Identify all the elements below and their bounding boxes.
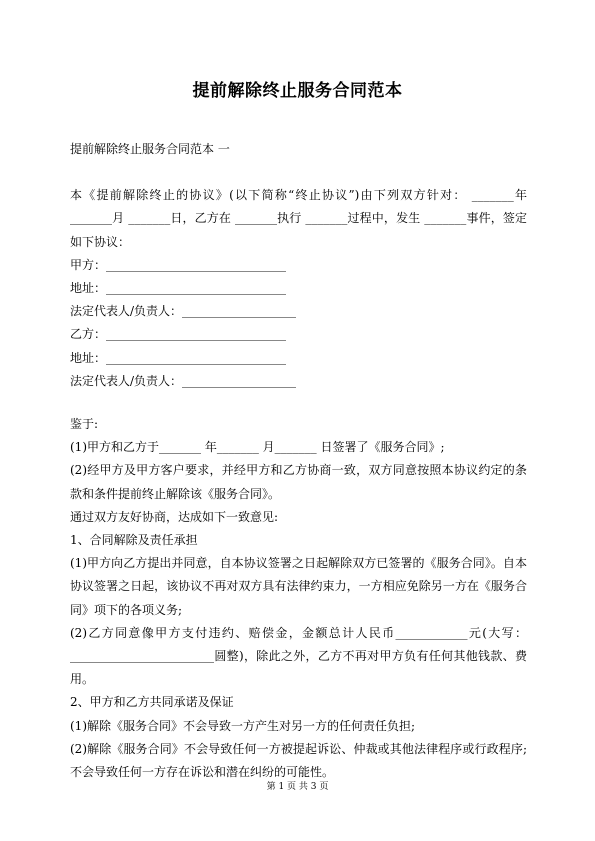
document-subtitle: 提前解除终止服务合同范本 一 (70, 142, 230, 156)
address-a-line: 地址：______________________________ (70, 281, 287, 296)
consensus-line: 通过双方友好协商，达成如下一致意见: (70, 509, 279, 524)
party-a-line: 甲方：______________________________ (70, 257, 287, 272)
party-b-line: 乙方：______________________________ (70, 327, 287, 342)
section-1-heading: 1、合同解除及责任承担 (70, 533, 198, 548)
page-footer: 第 1 页 共 3 页 (266, 782, 329, 792)
representative-b-line: 法定代表人/负责人：___________________ (70, 373, 297, 388)
whereas-heading: 鉴于: (70, 417, 99, 432)
section-2-heading: 2、甲方和乙方共同承诺及保证 (70, 695, 234, 710)
section-1-item-2: (2)乙方同意像甲方支付违约、赔偿金，金额总计人民币____________元(大写：________________________圆整)，除此之外，乙方不再对甲方负有任何其他钱款、费用。 (70, 625, 527, 687)
representative-a-line: 法定代表人/负责人：___________________ (70, 304, 297, 319)
whereas-item-1: (1)甲方和乙方于_______ 年_______ 月_______ 日签署了《服务合同》; (70, 440, 445, 455)
section-2-item-1: (1)解除《服务合同》不会导致一方产生对另一方的任何责任负担; (70, 718, 416, 733)
address-b-line: 地址：______________________________ (70, 350, 287, 365)
whereas-item-2: (2)经甲方及甲方客户要求，并经甲方和乙方协商一致，双方同意按照本协议约定的条款和条件提前终止解除该《服务合同》。 (70, 463, 527, 501)
document-body (70, 138, 527, 784)
section-2-item-2: (2)解除《服务合同》不会导致任何一方被提起诉讼、仲裁或其他法律程序或行政程序;不会导致任何一方存在诉讼和潜在纠纷的可能性。 (70, 741, 527, 780)
section-1-item-1: (1)甲方向乙方提出并同意，自本协议签署之日起解除双方已签署的《服务合同》。自本协议签署之日起，该协议不再对双方具有法律约束力，一方相应免除另一方在《服务合同》项下的各项义务; (70, 556, 527, 617)
intro-paragraph: 本《提前解除终止的协议》(以下简称“终止协议”)由下列双方针对： _______年_______月 _______日，乙方在 _______执行 _______过程中，发生 _______事件，签定如下协议： (70, 188, 527, 249)
page-title: 提前解除终止服务合同范本 (192, 81, 403, 101)
